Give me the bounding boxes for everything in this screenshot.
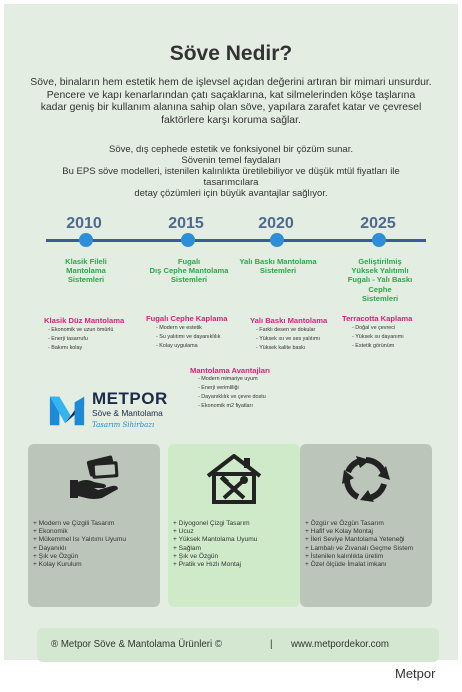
category-list (156, 324, 220, 351)
category-list (352, 324, 404, 351)
category-item: - Kolay uygulama (156, 343, 198, 349)
feature-list (33, 520, 165, 569)
feature-item: + Ekonomik (33, 528, 68, 536)
feature-item: + Yüksek Mantolama Uyumu (173, 536, 258, 544)
advantages-list (198, 375, 266, 411)
timeline-dot (181, 233, 195, 247)
timeline-label-2015 (137, 257, 241, 285)
label-line: Sistemleri (67, 275, 105, 285)
timeline-dot (79, 233, 93, 247)
label-line: Geliştirilmiş (358, 257, 402, 266)
category-item: - Su yalıtımı ve dayanıklılık (156, 334, 221, 340)
intro-line: faktörlere karşı koruma sağlar. (161, 114, 301, 126)
timeline-label-2025 (332, 257, 428, 303)
category-title: Terracotta Kaplama (342, 314, 413, 323)
feature-item: + Mükemmel Isı Yalıtımı Uyumu (33, 536, 127, 544)
advantages-title: Mantolama Avantajları (190, 366, 271, 375)
footer-copyright: ® Metpor Söve & Mantolama Ürünleri © (51, 639, 222, 650)
timeline-line (46, 239, 426, 242)
category-item: - Yüksek kalite baskı (256, 345, 306, 351)
metpor-logo (48, 388, 188, 432)
feature-item: + İleri Seviye Mantolama Yeteneği (305, 536, 405, 544)
feature-list (173, 520, 305, 569)
timeline-year: 2020 (258, 215, 294, 232)
category-item: - Bakımı kolay (48, 345, 83, 351)
intro-paragraph (16, 77, 446, 127)
timeline-label-2020 (230, 257, 326, 275)
feature-item: + Dayanıklı (33, 544, 67, 552)
sub-line: tasarımcılara (203, 177, 259, 188)
feature-item: + Şık ve Özgün (33, 552, 79, 560)
category-item: - Yüksek ısı dayanımı (352, 334, 404, 340)
feature-item: + Ucuz (173, 528, 194, 536)
feature-item: + Hafif ve Kolay Montaj (305, 528, 373, 536)
timeline-year: 2015 (168, 215, 204, 232)
logo-tagline: Tasarım Sihirbazı (92, 421, 155, 429)
category-list (256, 326, 320, 353)
logo-subtitle: Söve & Mantolama (92, 408, 163, 418)
footer-website-link[interactable]: www.metpordekor.com (291, 639, 389, 650)
advantage-item: - Dayanıklılık ve çevre dostu (198, 394, 266, 400)
logo-name: METPOR (92, 389, 168, 408)
timeline-year: 2010 (66, 215, 102, 232)
timeline-dot (372, 233, 386, 247)
label-line: Sistemleri (170, 275, 208, 285)
timeline-year: 2025 (360, 215, 396, 232)
category-item: - Modern ve estetik (156, 325, 202, 331)
label-line: Klasik Fileli (65, 257, 107, 266)
sub-line: Sövenin temel faydaları (181, 155, 281, 166)
footer-bar (37, 628, 439, 662)
label-line: Mantolama (66, 266, 106, 276)
category-item: - Ekonomik ve uzun ömürlü (48, 327, 114, 333)
hand-money-icon (64, 452, 124, 506)
advantage-item: - Modern mimariye uyum (198, 376, 258, 382)
recycle-arrows-icon (336, 452, 396, 506)
advantage-item: - Ekonomik m2 fiyatları (198, 403, 253, 409)
timeline-dot (270, 233, 284, 247)
house-tools-icon (204, 452, 264, 506)
category-item: - Doğal ve çevreci (352, 325, 396, 331)
label-line: Sistemleri (259, 266, 297, 276)
category-title: Klasik Düz Mantolama (44, 316, 125, 325)
metpor-logo-mark-icon (48, 391, 86, 429)
sub-line: detay çözümleri için büyük avantajlar sağlıyor. (134, 188, 328, 199)
feature-item: + Özgür ve Özgün Tasarım (305, 520, 384, 527)
feature-item: + Kolay Kurulum (33, 561, 82, 569)
category-list (48, 326, 113, 353)
label-line: Cephe (368, 284, 392, 294)
label-line: Sistemleri (361, 293, 399, 303)
timeline-label-2010 (46, 257, 126, 285)
label-line: Yüksek Yalıtımlı (351, 266, 409, 276)
feature-box (28, 444, 160, 607)
feature-list (305, 520, 437, 569)
intro-line: Söve, binaların hem estetik hem de işlevsel açıdan değerini artıran bir mimari unsurdur. (30, 77, 432, 88)
feature-box (300, 444, 432, 607)
feature-item: + Lambalı ve Zıvanalı Geçme Sistem (305, 544, 414, 552)
label-line: Dış Cephe Mantolama (149, 266, 229, 276)
poster (4, 4, 458, 660)
label-line: Fugalı (177, 257, 201, 266)
feature-item: + Modern ve Çizgili Tasarım (33, 520, 115, 527)
page-title: Söve Nedir? (169, 42, 293, 65)
feature-item: + Sağlam (173, 544, 202, 552)
advantage-item: - Enerji verimliliği (198, 385, 239, 391)
corner-brand: Metpor (395, 666, 436, 681)
feature-item: + İstenilen kalınlıkta üretim (305, 552, 384, 560)
label-line: Yalı Baskı Mantolama (239, 257, 317, 266)
category-title: Yalı Baskı Mantolama (250, 316, 328, 325)
feature-item: + Özel ölçüde İmalat imkanı (305, 561, 387, 569)
sub-line: Söve, dış cephede estetik ve fonksiyonel bir çözüm sunar. (109, 144, 353, 155)
category-item: - Estetik görünüm (352, 343, 395, 349)
category-item: - Farklı desen ve dokular (256, 327, 316, 333)
label-line: Fugalı - Yalı Baskı (347, 275, 413, 285)
sub-paragraph (34, 144, 428, 199)
feature-box (168, 444, 300, 607)
category-title: Fugalı Cephe Kaplama (146, 314, 228, 323)
category-item: - Yüksek ısı ve ses yalıtımı (256, 336, 321, 342)
category-item: - Enerji tasarrufu (48, 336, 88, 342)
footer-separator: | (270, 639, 273, 650)
feature-item: + Diyogonel Çizgi Tasarım (173, 520, 250, 527)
intro-line: kadar geniş bir kullanım alanına sahip olan söve, yapılara zarafet katar ve çevresel (40, 102, 422, 113)
intro-line: Pencere ve kapı kenarlarından çatı saçaklarına, kat silmelerinden köşe taşlarına (46, 89, 416, 101)
feature-item: + Pratik ve Hızlı Montaj (173, 561, 241, 569)
feature-item: + Şık ve Özgün (173, 552, 219, 560)
sub-line: Bu EPS söve modelleri, istenilen kalınlıkta üretilebiliyor ve düşük mtül fiyatları ile (62, 166, 400, 177)
